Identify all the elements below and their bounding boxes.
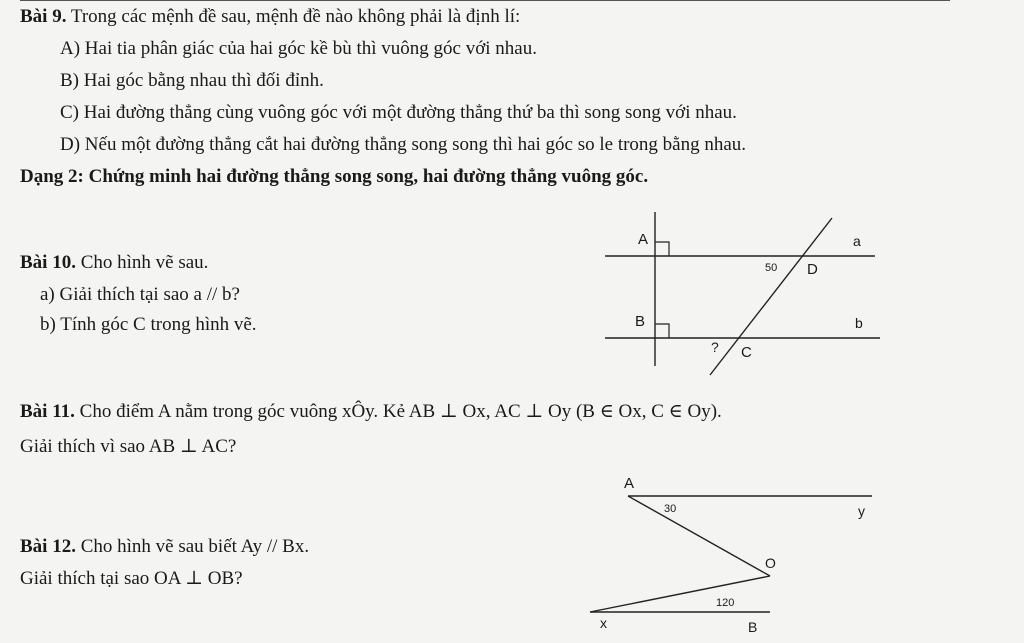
bai9-option-a: A) Hai tia phân giác của hai góc kề bù thì vuông góc với nhau.: [60, 38, 537, 59]
angle-30-label: 30: [664, 503, 677, 515]
bai10-part-b: b) Tính góc C trong hình vẽ.: [40, 314, 257, 335]
label-B: B: [635, 313, 646, 330]
top-border-line: [20, 0, 950, 1]
label-A: A: [624, 475, 635, 492]
bai11-line1: [20, 401, 722, 423]
bai9-question: [20, 6, 520, 28]
bai10-intro: [20, 252, 208, 274]
bai12-intro: [20, 536, 309, 558]
bai9-question-text: Trong các mệnh đề sau, mệnh đề nào không phải là định lí:: [70, 6, 521, 27]
label-B: B: [748, 619, 758, 635]
bai9-option-d: D) Nếu một đường thẳng cắt hai đường thẳng song song thì hai góc so le trong bằng nhau.: [60, 134, 747, 155]
label-O: O: [765, 555, 776, 571]
bai11-line2: Giải thích vì sao AB ⊥ AC?: [20, 436, 237, 457]
bai10-part-a: a) Giải thích tại sao a // b?: [40, 284, 240, 305]
angle-50-label: 50: [765, 262, 778, 274]
bai12-figure: [580, 472, 880, 642]
label-b: b: [855, 315, 863, 331]
label-x: x: [600, 615, 607, 631]
label-y: y: [858, 503, 865, 519]
angle-120-label: 120: [716, 597, 735, 609]
bai12-line2: Giải thích tại sao OA ⊥ OB?: [20, 568, 243, 589]
label-D: D: [807, 261, 818, 278]
angle-unknown-label: ?: [711, 339, 719, 355]
label-a: a: [853, 233, 861, 249]
bai9-option-b: B) Hai góc bằng nhau thì đối đỉnh.: [60, 70, 324, 91]
bai11-text: Cho điểm A nằm trong góc vuông xÔy. Kẻ AB ⊥ Ox, AC ⊥ Oy (B ∈ Ox, C ∈ Oy).: [79, 401, 722, 422]
bai10-label: Bài 10.: [20, 252, 76, 273]
bai9-option-c: C) Hai đường thẳng cùng vuông góc với một đường thẳng thứ ba thì song song với nhau.: [60, 102, 737, 123]
bai10-text: Cho hình vẽ sau.: [80, 252, 209, 273]
bai11-label: Bài 11.: [20, 401, 75, 422]
transversal-line: [710, 218, 832, 375]
right-angle-mark-a: [655, 242, 669, 256]
label-C: C: [741, 344, 752, 361]
segment-AO: [628, 496, 770, 576]
bai10-figure: [595, 210, 895, 380]
segment-OB: [590, 576, 770, 612]
bai9-label: Bài 9.: [20, 6, 67, 27]
bai12-label: Bài 12.: [20, 536, 76, 557]
bai12-text: Cho hình vẽ sau biết Ay // Bx.: [80, 536, 310, 557]
label-A: A: [638, 231, 649, 248]
dang2-heading: Dạng 2: Chứng minh hai đường thẳng song song, hai đường thẳng vuông góc.: [20, 166, 649, 187]
right-angle-mark-b: [655, 324, 669, 338]
